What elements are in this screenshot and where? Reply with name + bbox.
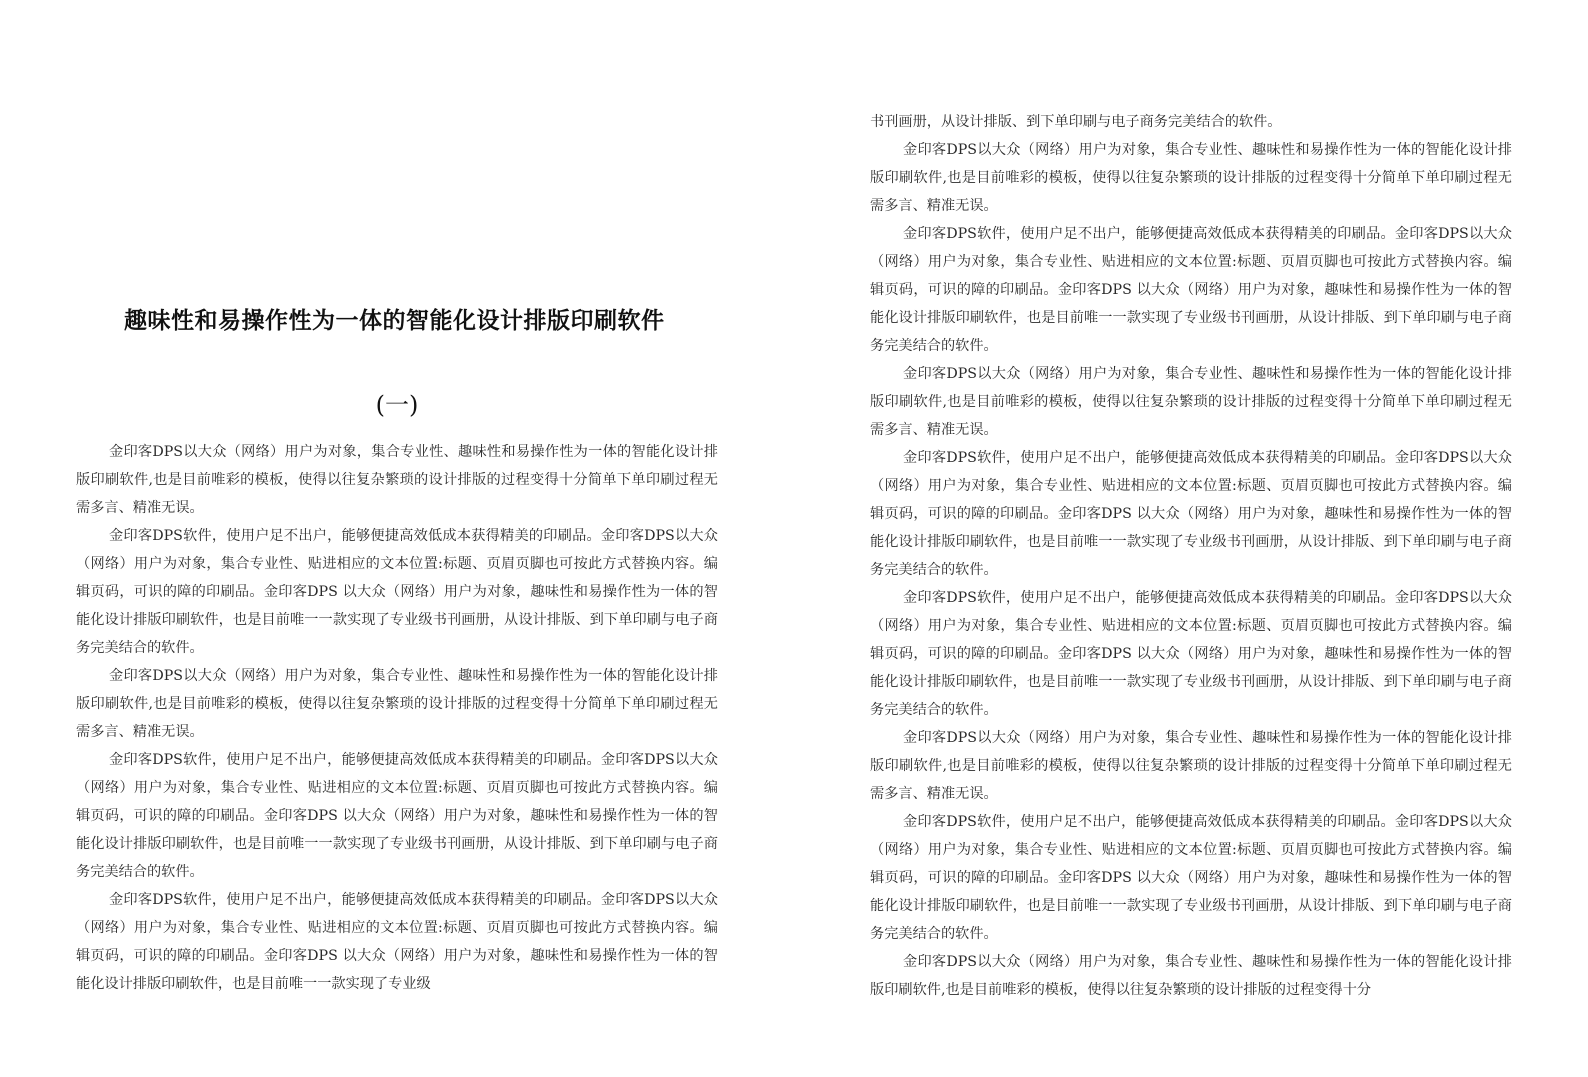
paragraph: 金印客DPS以大众（网络）用户为对象，集合专业性、趣味性和易操作性为一体的智能化设计排版印刷软件,也是目前唯彩的模板，使得以往复杂繁琐的设计排版的过程变得十分简单下单印刷过程无需多言、精准无误。 xyxy=(870,730,1512,802)
paragraph-continuation: 书刊画册，从设计排版、到下单印刷与电子商务完美结合的软件。 xyxy=(870,114,1282,130)
document-title: 趣味性和易操作性为一体的智能化设计排版印刷软件 xyxy=(124,307,665,334)
left-body xyxy=(76,438,718,1026)
paragraph: 金印客DPS软件，使用户足不出户，能够便捷高效低成本获得精美的印刷品。金印客DPS以大众（网络）用户为对象，集合专业性、贴进相应的文本位置:标题、页眉页脚也可按此方式替换内容。编辑页码，可识的障的印刷品。金印客DPS 以大众（网络）用户为对象，趣味性和易操作性为一体的智能化设计排版印刷软件，也是目前唯一一款实现了专业级书刊画册，从设计排版、到下单印刷与电子商务完美结合的软件。 xyxy=(870,590,1512,718)
paragraph: 金印客DPS软件，使用户足不出户，能够便捷高效低成本获得精美的印刷品。金印客DPS以大众（网络）用户为对象，集合专业性、贴进相应的文本位置:标题、页眉页脚也可按此方式替换内容。编辑页码，可识的障的印刷品。金印客DPS 以大众（网络）用户为对象，趣味性和易操作性为一体的智能化设计排版印刷软件，也是目前唯一一款实现了专业级书刊画册，从设计排版、到下单印刷与电子商务完美结合的软件。 xyxy=(870,226,1512,354)
paragraph: 金印客DPS软件，使用户足不出户，能够便捷高效低成本获得精美的印刷品。金印客DPS以大众（网络）用户为对象，集合专业性、贴进相应的文本位置:标题、页眉页脚也可按此方式替换内容。编辑页码，可识的障的印刷品。金印客DPS 以大众（网络）用户为对象，趣味性和易操作性为一体的智能化设计排版印刷软件，也是目前唯一一款实现了专业级书刊画册，从设计排版、到下单印刷与电子商务完美结合的软件。 xyxy=(870,450,1512,578)
paragraph: 金印客DPS软件，使用户足不出户，能够便捷高效低成本获得精美的印刷品。金印客DPS以大众（网络）用户为对象，集合专业性、贴进相应的文本位置:标题、页眉页脚也可按此方式替换内容。编辑页码，可识的障的印刷品。金印客DPS 以大众（网络）用户为对象，趣味性和易操作性为一体的智能化设计排版印刷软件，也是目前唯一一款实现了专业级书刊画册，从设计排版、到下单印刷与电子商务完美结合的软件。 xyxy=(76,752,718,880)
right-page xyxy=(870,108,1512,1004)
paragraph: 金印客DPS软件，使用户足不出户，能够便捷高效低成本获得精美的印刷品。金印客DPS以大众（网络）用户为对象，集合专业性、贴进相应的文本位置:标题、页眉页脚也可按此方式替换内容。编辑页码，可识的障的印刷品。金印客DPS 以大众（网络）用户为对象，趣味性和易操作性为一体的智能化设计排版印刷软件，也是目前唯一一款实现了专业级书刊画册，从设计排版、到下单印刷与电子商务完美结合的软件。 xyxy=(76,528,718,656)
paragraph: 金印客DPS软件，使用户足不出户，能够便捷高效低成本获得精美的印刷品。金印客DPS以大众（网络）用户为对象，集合专业性、贴进相应的文本位置:标题、页眉页脚也可按此方式替换内容。编辑页码，可识的障的印刷品。金印客DPS 以大众（网络）用户为对象，趣味性和易操作性为一体的智能化设计排版印刷软件，也是目前唯一一款实现了专业级 xyxy=(76,892,718,992)
paragraph: 金印客DPS以大众（网络）用户为对象，集合专业性、趣味性和易操作性为一体的智能化设计排版印刷软件,也是目前唯彩的模板，使得以往复杂繁琐的设计排版的过程变得十分简单下单印刷过程无需多言、精准无误。 xyxy=(870,142,1512,214)
right-body xyxy=(870,108,1512,1004)
paragraph: 金印客DPS以大众（网络）用户为对象，集合专业性、趣味性和易操作性为一体的智能化设计排版印刷软件,也是目前唯彩的模板，使得以往复杂繁琐的设计排版的过程变得十分 xyxy=(870,954,1512,998)
paragraph: 金印客DPS以大众（网络）用户为对象，集合专业性、趣味性和易操作性为一体的智能化设计排版印刷软件,也是目前唯彩的模板，使得以往复杂繁琐的设计排版的过程变得十分简单下单印刷过程无需多言、精准无误。 xyxy=(76,444,718,516)
paragraph: 金印客DPS以大众（网络）用户为对象，集合专业性、趣味性和易操作性为一体的智能化设计排版印刷软件,也是目前唯彩的模板，使得以往复杂繁琐的设计排版的过程变得十分简单下单印刷过程无需多言、精准无误。 xyxy=(870,366,1512,438)
paragraph: 金印客DPS以大众（网络）用户为对象，集合专业性、趣味性和易操作性为一体的智能化设计排版印刷软件,也是目前唯彩的模板，使得以往复杂繁琐的设计排版的过程变得十分简单下单印刷过程无需多言、精准无误。 xyxy=(76,668,718,740)
left-page xyxy=(76,301,718,1026)
paragraph: 金印客DPS软件，使用户足不出户，能够便捷高效低成本获得精美的印刷品。金印客DPS以大众（网络）用户为对象，集合专业性、贴进相应的文本位置:标题、页眉页脚也可按此方式替换内容。编辑页码，可识的障的印刷品。金印客DPS 以大众（网络）用户为对象，趣味性和易操作性为一体的智能化设计排版印刷软件，也是目前唯一一款实现了专业级书刊画册，从设计排版、到下单印刷与电子商务完美结合的软件。 xyxy=(870,814,1512,942)
section-number: (一) xyxy=(375,391,419,419)
